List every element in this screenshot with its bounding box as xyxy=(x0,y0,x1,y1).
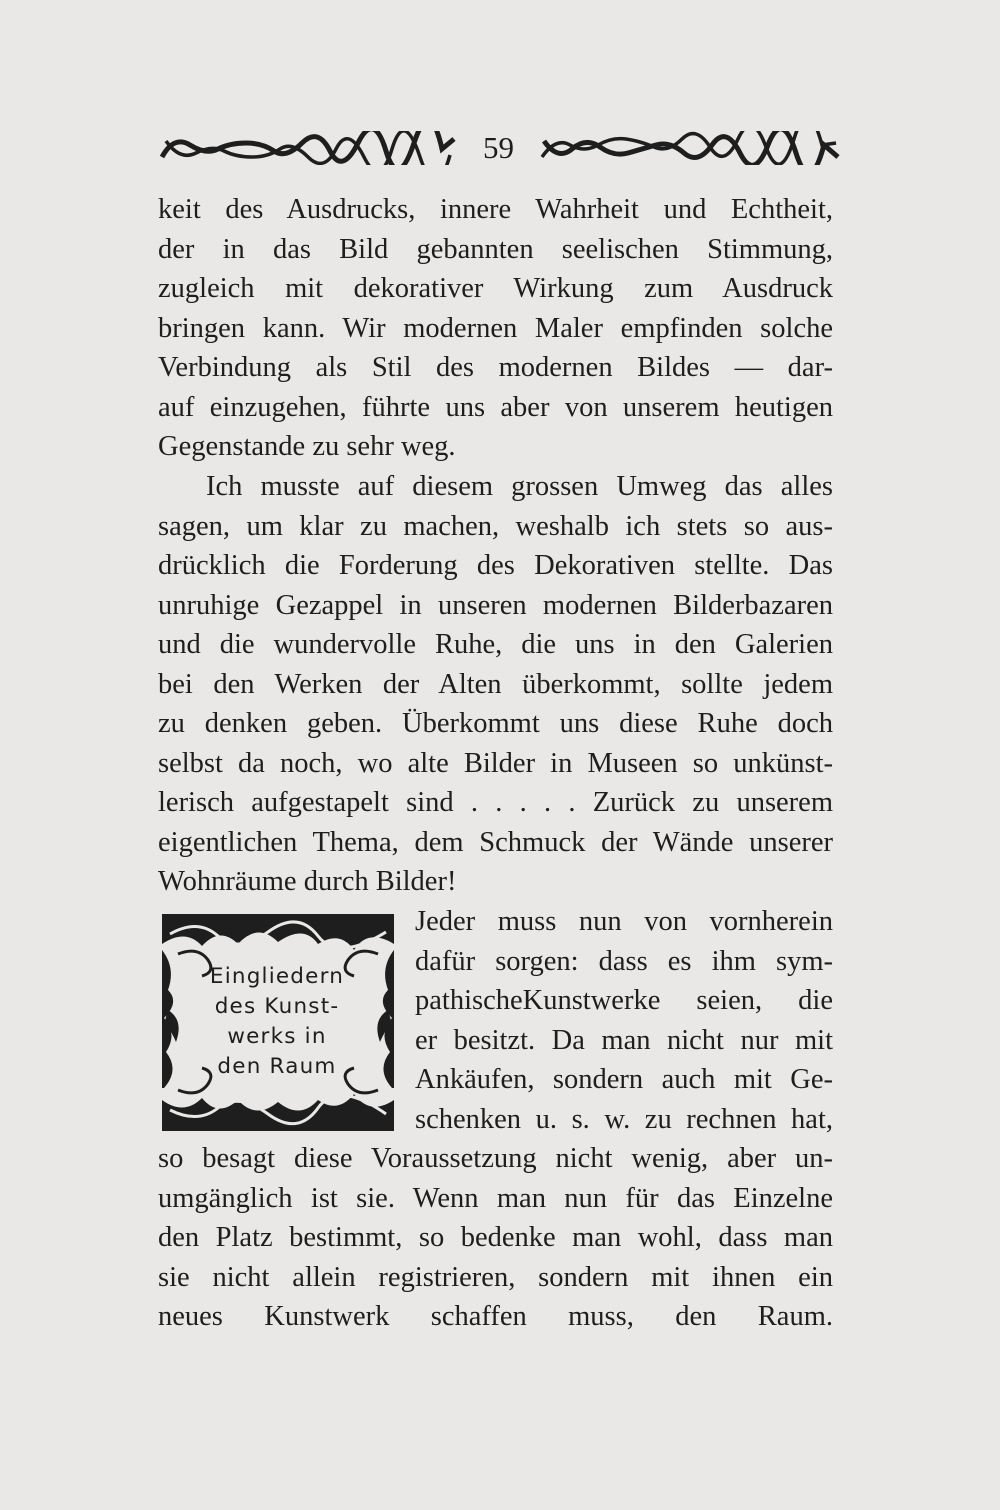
marginal-note-line: werks in xyxy=(227,1024,327,1049)
paragraph-2 xyxy=(158,467,833,902)
text-line: Ich musste auf diesem grossen Umweg das alles xyxy=(206,471,833,502)
text-line: dafür sorgen: dass es ihm sym- xyxy=(415,945,833,977)
text-line: drücklich die Forderung des Dekorativen stellte. Das xyxy=(158,550,833,581)
text-line: sie nicht allein registrieren, sondern mit ihnen ein xyxy=(158,1261,833,1293)
page-number: 59 xyxy=(483,130,514,165)
text-line: Jeder muss nun von vornherein xyxy=(415,906,833,937)
text-line: selbst da noch, wo alte Bilder in Museen so unkünst- xyxy=(158,747,833,779)
marginal-note-line: Eingliedern xyxy=(209,964,345,989)
text-line: der in das Bild gebannten seelischen Stimmung, xyxy=(158,233,833,265)
paragraph-1 xyxy=(158,190,833,467)
paragraph-3-side xyxy=(415,902,833,1139)
text-line: auf einzugehen, führte uns aber von unserem heutigen xyxy=(158,391,833,423)
text-line: keit des Ausdrucks, innere Wahrheit und Echtheit, xyxy=(158,194,833,225)
text-line: Ankäufen, sondern auch mit Ge- xyxy=(415,1064,833,1095)
paragraph-3-full xyxy=(158,1139,833,1337)
text-line: neues Kunstwerk schaffen muss, den Raum. xyxy=(158,1301,833,1332)
text-line: Verbindung als Stil des modernen Bildes — dar- xyxy=(158,352,833,383)
text-line: so besagt diese Voraussetzung nicht wenig, aber un- xyxy=(158,1143,833,1174)
text-line: schenken u. s. w. zu rechnen hat, xyxy=(415,1103,833,1135)
text-line: zu denken geben. Überkommt uns diese Ruhe doch xyxy=(158,708,833,739)
marginal-note-label xyxy=(188,962,366,1082)
header-ornament-right xyxy=(540,131,840,165)
text-line: bringen kann. Wir modernen Maler empfinden solche xyxy=(158,312,833,344)
text-line: zugleich mit dekorativer Wirkung zum Ausdruck xyxy=(158,273,833,304)
running-header xyxy=(160,125,840,171)
header-ornament-left xyxy=(160,131,457,165)
marginal-note-vignette xyxy=(158,910,398,1135)
marginal-note-line: des Kunst- xyxy=(214,994,340,1019)
text-line: lerisch aufgestapelt sind . . . . . Zurück zu unserem xyxy=(158,787,833,818)
text-line: pathischeKunstwerke seien, die xyxy=(415,985,833,1016)
text-line: den Platz bestimmt, so bedenke man wohl, dass man xyxy=(158,1222,833,1253)
marginal-note-line: den Raum xyxy=(217,1054,337,1079)
text-line: er besitzt. Da man nicht nur mit xyxy=(415,1024,833,1056)
text-line: unruhige Gezappel in unseren modernen Bilderbazaren xyxy=(158,589,833,621)
text-line: sagen, um klar zu machen, weshalb ich stets so aus- xyxy=(158,510,833,542)
text-line: umgänglich ist sie. Wenn man nun für das Einzelne xyxy=(158,1182,833,1214)
text-line: Wohnräume durch Bilder! xyxy=(158,866,457,897)
text-line: eigentlichen Thema, dem Schmuck der Wände unserer xyxy=(158,826,833,858)
text-line: und die wundervolle Ruhe, die uns in den Galerien xyxy=(158,629,833,660)
text-line: bei den Werken der Alten überkommt, sollte jedem xyxy=(158,668,833,700)
text-line: Gegenstande zu sehr weg. xyxy=(158,431,456,462)
